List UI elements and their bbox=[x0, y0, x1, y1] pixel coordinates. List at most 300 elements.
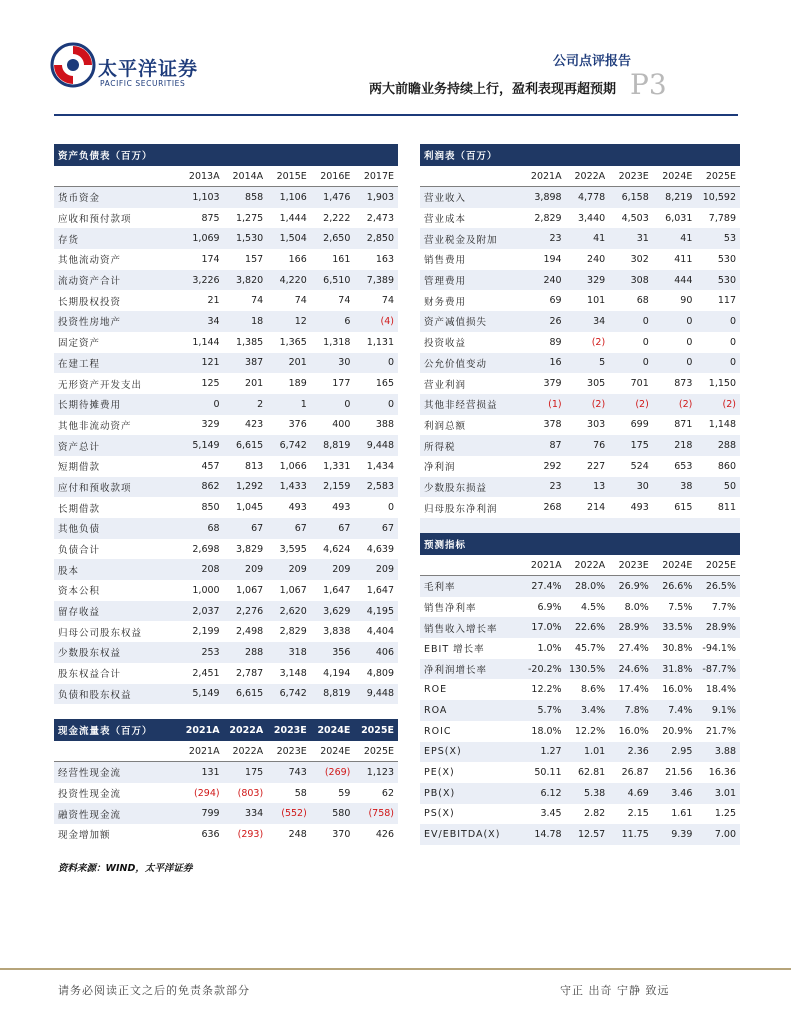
value-cell: 4,778 bbox=[566, 187, 610, 208]
value-cell: 1,067 bbox=[279, 584, 307, 596]
row-label: PE(X) bbox=[424, 767, 455, 779]
value-cell: 189 bbox=[288, 378, 307, 390]
value-cell: -20.2% bbox=[522, 659, 566, 680]
year-header-cell: 2024E bbox=[653, 166, 697, 187]
value-cell: 5.7% bbox=[522, 700, 566, 721]
table-row bbox=[420, 270, 740, 291]
year-header-cell: 2022A bbox=[566, 166, 610, 187]
report-type-label: 公司点评报告 bbox=[552, 54, 631, 69]
value-cell: 2,698 bbox=[192, 543, 220, 555]
table-header-banner bbox=[54, 719, 398, 741]
table-header-banner bbox=[420, 144, 740, 166]
value-cell: 423 bbox=[245, 419, 264, 431]
row-label: 股东权益合计 bbox=[58, 669, 122, 681]
value-cell: 699 bbox=[630, 419, 649, 431]
table-row bbox=[420, 497, 740, 518]
value-cell: 1.25 bbox=[714, 808, 736, 820]
value-cell: 3,148 bbox=[279, 667, 307, 679]
table-row bbox=[54, 456, 398, 477]
value-cell: 636 bbox=[201, 828, 220, 840]
row-label: 固定资产 bbox=[58, 338, 101, 350]
value-cell: 0 bbox=[696, 311, 740, 332]
year-header-cell: 2021A bbox=[522, 555, 566, 576]
value-cell: 379 bbox=[543, 378, 562, 390]
value-cell: 161 bbox=[332, 253, 351, 265]
report-title: 两大前瞻业务持续上行，盈利表现再超预期 bbox=[368, 82, 616, 97]
value-cell: 8.0% bbox=[624, 601, 649, 613]
value-cell: 163 bbox=[375, 253, 394, 265]
row-label: 其他负债 bbox=[54, 518, 180, 539]
table-row bbox=[54, 539, 398, 560]
table-row bbox=[54, 621, 398, 642]
value-cell: 2,583 bbox=[354, 477, 398, 498]
value-cell: 0 bbox=[686, 336, 693, 348]
value-cell: 5.38 bbox=[566, 783, 610, 804]
year-header-row bbox=[420, 555, 740, 576]
value-cell: 74 bbox=[251, 295, 264, 307]
row-label: 股本 bbox=[54, 559, 180, 580]
value-cell: (269) bbox=[311, 762, 355, 783]
value-cell: 0 bbox=[642, 336, 649, 348]
value-cell: 30 bbox=[609, 477, 653, 498]
value-cell: 53 bbox=[696, 228, 740, 249]
value-cell: 9.1% bbox=[696, 700, 740, 721]
value-cell: 2,159 bbox=[311, 477, 355, 498]
year-header-cell: 2022A bbox=[224, 741, 268, 762]
value-cell: 493 bbox=[630, 502, 649, 514]
value-cell: 27.4% bbox=[522, 576, 566, 597]
banner-year-cell bbox=[653, 144, 697, 166]
value-cell: 14.78 bbox=[522, 824, 566, 845]
year-header-cell: 2021A bbox=[180, 741, 224, 762]
value-cell: 28.9% bbox=[609, 617, 653, 638]
table-title: 现金流量表（百万） bbox=[54, 719, 180, 741]
value-cell: 74 bbox=[381, 295, 394, 307]
row-label: 销售净利率 bbox=[424, 603, 477, 615]
value-cell: 22.6% bbox=[566, 617, 610, 638]
value-cell: 0 bbox=[609, 353, 653, 374]
banner-year-cell bbox=[522, 533, 566, 555]
row-label: EPS(X) bbox=[420, 742, 522, 763]
row-label: PB(X) bbox=[420, 783, 522, 804]
value-cell: 6,615 bbox=[224, 684, 268, 705]
table-row bbox=[54, 290, 398, 311]
value-cell: 13 bbox=[566, 477, 610, 498]
year-header-cell: 2023E bbox=[267, 741, 311, 762]
table-row bbox=[54, 762, 398, 783]
year-header-spacer bbox=[54, 166, 180, 187]
value-cell: 1,385 bbox=[235, 336, 264, 348]
value-cell: 288 bbox=[224, 642, 268, 663]
value-cell: 1 bbox=[267, 394, 311, 415]
year-header-cell: 2025E bbox=[696, 166, 740, 187]
value-cell: 33.5% bbox=[653, 617, 697, 638]
banner-year-cell bbox=[609, 144, 653, 166]
value-cell: 253 bbox=[180, 642, 224, 663]
value-cell: 23 bbox=[522, 228, 566, 249]
value-cell: 175 bbox=[609, 435, 653, 456]
value-cell: 5,149 bbox=[180, 684, 224, 705]
value-cell: 12.2% bbox=[531, 684, 562, 696]
value-cell: 6.9% bbox=[537, 601, 562, 613]
value-cell: 1,066 bbox=[279, 460, 307, 472]
value-cell: 3,629 bbox=[311, 601, 355, 622]
value-cell: 2,276 bbox=[224, 601, 268, 622]
year-header-cell: 2017E bbox=[354, 166, 398, 187]
row-label: 在建工程 bbox=[54, 353, 180, 374]
value-cell: 444 bbox=[653, 270, 697, 291]
table-row bbox=[420, 617, 740, 638]
value-cell: 1,148 bbox=[708, 419, 736, 431]
value-cell: 334 bbox=[224, 803, 268, 824]
banner-year-cell bbox=[267, 144, 311, 166]
value-cell: 2,451 bbox=[192, 667, 220, 679]
value-cell: 860 bbox=[717, 460, 736, 472]
value-cell: 524 bbox=[630, 460, 649, 472]
year-header-cell: 2013A bbox=[180, 166, 224, 187]
value-cell: 21.7% bbox=[705, 725, 736, 737]
value-cell: (2) bbox=[653, 394, 697, 415]
value-cell: 0 bbox=[696, 353, 740, 374]
balance-sheet-table bbox=[54, 144, 398, 704]
value-cell: 0 bbox=[387, 502, 394, 514]
row-label: 存货 bbox=[54, 228, 180, 249]
value-cell: 1,903 bbox=[354, 187, 398, 208]
value-cell: 4,624 bbox=[323, 543, 351, 555]
year-header-cell: 2023E bbox=[609, 166, 653, 187]
table-row bbox=[420, 415, 740, 436]
table-row bbox=[420, 394, 740, 415]
value-cell: 0 bbox=[180, 394, 224, 415]
value-cell: 850 bbox=[201, 502, 220, 514]
value-cell: 17.0% bbox=[522, 617, 566, 638]
row-label: 归母公司股东权益 bbox=[58, 627, 143, 639]
year-header-spacer bbox=[420, 555, 522, 576]
value-cell: 4,503 bbox=[621, 212, 649, 224]
value-cell: 1,106 bbox=[267, 187, 311, 208]
banner-year-cell bbox=[696, 533, 740, 555]
value-cell: 3.88 bbox=[696, 742, 740, 763]
value-cell: 3.4% bbox=[566, 700, 610, 721]
table-row bbox=[420, 249, 740, 270]
value-cell: 2,829 bbox=[279, 626, 307, 638]
value-cell: 308 bbox=[609, 270, 653, 291]
income-statement-table bbox=[420, 144, 740, 539]
value-cell: 68 bbox=[636, 295, 649, 307]
value-cell: 457 bbox=[201, 460, 220, 472]
value-cell: 59 bbox=[338, 787, 351, 799]
value-cell: 1,530 bbox=[224, 228, 268, 249]
value-cell: 9,448 bbox=[354, 684, 398, 705]
value-cell: 1,647 bbox=[366, 584, 394, 596]
value-cell: 1.0% bbox=[537, 642, 562, 654]
value-cell: 26.6% bbox=[653, 576, 697, 597]
value-cell: 1,144 bbox=[192, 336, 220, 348]
row-label: 净利润增长率 bbox=[420, 659, 522, 680]
table-row bbox=[420, 679, 740, 700]
value-cell: 201 bbox=[267, 353, 311, 374]
value-cell: 1,365 bbox=[279, 336, 307, 348]
table-row bbox=[420, 721, 740, 742]
value-cell: 1,318 bbox=[323, 336, 351, 348]
value-cell: 26.5% bbox=[696, 576, 740, 597]
table-row bbox=[54, 559, 398, 580]
value-cell: 76 bbox=[566, 435, 610, 456]
value-cell: 209 bbox=[311, 559, 355, 580]
row-label: 少数股东权益 bbox=[54, 642, 180, 663]
value-cell: 17.4% bbox=[618, 684, 649, 696]
value-cell: (552) bbox=[267, 803, 311, 824]
year-header-row bbox=[54, 741, 398, 762]
value-cell: 16 bbox=[522, 353, 566, 374]
value-cell: 7.8% bbox=[609, 700, 653, 721]
value-cell: (293) bbox=[237, 828, 264, 840]
value-cell: 209 bbox=[224, 559, 268, 580]
header-divider bbox=[54, 114, 738, 116]
value-cell: 1,444 bbox=[279, 212, 307, 224]
table-row bbox=[420, 311, 740, 332]
value-cell: (4) bbox=[354, 311, 398, 332]
value-cell: 130.5% bbox=[566, 659, 610, 680]
value-cell: 1,000 bbox=[192, 584, 220, 596]
value-cell: 615 bbox=[674, 502, 693, 514]
value-cell: 117 bbox=[717, 295, 736, 307]
table-row bbox=[54, 601, 398, 622]
value-cell: 6,158 bbox=[609, 187, 653, 208]
value-cell: (2) bbox=[696, 394, 740, 415]
value-cell: 34 bbox=[180, 311, 224, 332]
value-cell: 1,647 bbox=[323, 584, 351, 596]
table-row bbox=[420, 208, 740, 229]
row-label: 归母股东净利润 bbox=[424, 503, 498, 515]
row-label: 无形资产开发支出 bbox=[58, 379, 143, 391]
row-label: 负债合计 bbox=[58, 545, 101, 557]
value-cell: 4,195 bbox=[354, 601, 398, 622]
value-cell: 6,742 bbox=[267, 435, 311, 456]
year-header-row bbox=[54, 166, 398, 187]
value-cell: 5 bbox=[566, 353, 610, 374]
value-cell: 21.56 bbox=[665, 767, 693, 779]
table-row bbox=[54, 228, 398, 249]
value-cell: 20.9% bbox=[662, 725, 693, 737]
table-row bbox=[420, 700, 740, 721]
value-cell: 34 bbox=[566, 311, 610, 332]
value-cell: 209 bbox=[354, 559, 398, 580]
value-cell: 2.82 bbox=[584, 808, 606, 820]
value-cell: 7,389 bbox=[354, 270, 398, 291]
value-cell: 209 bbox=[267, 559, 311, 580]
table-row bbox=[54, 311, 398, 332]
banner-year-cell bbox=[224, 144, 268, 166]
table-row bbox=[420, 456, 740, 477]
value-cell: 16.0% bbox=[618, 725, 649, 737]
value-cell: 1,150 bbox=[708, 378, 736, 390]
value-cell: 2,498 bbox=[235, 626, 264, 638]
year-header-spacer bbox=[54, 741, 180, 762]
row-label: 长期股权投资 bbox=[58, 296, 122, 308]
table-row bbox=[420, 824, 740, 845]
value-cell: 6.12 bbox=[522, 783, 566, 804]
row-label: 营业收入 bbox=[420, 187, 522, 208]
table-row bbox=[54, 435, 398, 456]
value-cell: 4,194 bbox=[323, 667, 351, 679]
row-label: 销售收入增长率 bbox=[420, 617, 522, 638]
row-label: EV/EBITDA(X) bbox=[420, 824, 522, 845]
value-cell: 305 bbox=[587, 378, 606, 390]
value-cell: 1,292 bbox=[224, 477, 268, 498]
value-cell: 62.81 bbox=[577, 767, 606, 779]
table-row bbox=[54, 580, 398, 601]
value-cell: -94.1% bbox=[702, 642, 736, 654]
row-label: 长期待摊费用 bbox=[54, 394, 180, 415]
value-cell: (1) bbox=[522, 394, 566, 415]
value-cell: 67 bbox=[354, 518, 398, 539]
value-cell: 813 bbox=[245, 460, 264, 472]
value-cell: 2,473 bbox=[366, 212, 394, 224]
value-cell: 23 bbox=[522, 477, 566, 498]
value-cell: 2,787 bbox=[235, 667, 264, 679]
value-cell: (2) bbox=[566, 394, 610, 415]
year-header-cell: 2014A bbox=[224, 166, 268, 187]
value-cell: 2.36 bbox=[609, 742, 653, 763]
value-cell: 3.46 bbox=[653, 783, 697, 804]
table-row bbox=[420, 228, 740, 249]
value-cell: 0 bbox=[354, 394, 398, 415]
value-cell: 329 bbox=[201, 419, 220, 431]
year-header-cell: 2024E bbox=[653, 555, 697, 576]
value-cell: 90 bbox=[680, 295, 693, 307]
table-row bbox=[420, 353, 740, 374]
value-cell: 1,103 bbox=[180, 187, 224, 208]
banner-year-cell bbox=[696, 144, 740, 166]
table-row bbox=[420, 576, 740, 597]
row-label: 长期借款 bbox=[58, 503, 101, 515]
value-cell: 2,829 bbox=[534, 212, 562, 224]
value-cell: 3.45 bbox=[540, 808, 562, 820]
row-label: 留存收益 bbox=[54, 601, 180, 622]
value-cell: 45.7% bbox=[575, 642, 606, 654]
value-cell: 11.75 bbox=[609, 824, 653, 845]
value-cell: 0 bbox=[653, 311, 697, 332]
value-cell: 67 bbox=[224, 518, 268, 539]
footer-divider bbox=[0, 968, 791, 970]
value-cell: 38 bbox=[653, 477, 697, 498]
company-logo bbox=[50, 42, 210, 102]
value-cell: 18.0% bbox=[531, 725, 562, 737]
value-cell: 303 bbox=[587, 419, 606, 431]
value-cell: 208 bbox=[180, 559, 224, 580]
value-cell: 2,850 bbox=[354, 228, 398, 249]
value-cell: 28.0% bbox=[566, 576, 610, 597]
table-row bbox=[54, 332, 398, 353]
row-label: 投资性现金流 bbox=[58, 789, 122, 801]
value-cell: 1.27 bbox=[522, 742, 566, 763]
value-cell: 194 bbox=[543, 253, 562, 265]
value-cell: 2,037 bbox=[180, 601, 224, 622]
value-cell: 1,433 bbox=[267, 477, 311, 498]
value-cell: 218 bbox=[653, 435, 697, 456]
row-label: ROIC bbox=[424, 725, 452, 737]
table-row bbox=[54, 824, 398, 845]
row-label: 其他非经营损益 bbox=[420, 394, 522, 415]
value-cell: 28.9% bbox=[696, 617, 740, 638]
value-cell: 7.7% bbox=[711, 601, 736, 613]
data-source-note: 资料来源：WIND，太平洋证券 bbox=[58, 863, 193, 874]
value-cell: 10,592 bbox=[696, 187, 740, 208]
value-cell: 701 bbox=[630, 378, 649, 390]
table-row bbox=[54, 497, 398, 518]
year-header-cell: 2023E bbox=[609, 555, 653, 576]
value-cell: 16.36 bbox=[708, 767, 736, 779]
banner-year-cell bbox=[180, 144, 224, 166]
row-label: 毛利率 bbox=[420, 576, 522, 597]
value-cell: 248 bbox=[288, 828, 307, 840]
value-cell: 873 bbox=[674, 378, 693, 390]
table-row bbox=[54, 187, 398, 208]
value-cell: 26.87 bbox=[621, 767, 649, 779]
value-cell: 3,595 bbox=[279, 543, 307, 555]
table-header-banner bbox=[54, 144, 398, 166]
value-cell: 21 bbox=[207, 295, 220, 307]
value-cell: 799 bbox=[180, 803, 224, 824]
row-label: 资产总计 bbox=[54, 435, 180, 456]
value-cell: 26.9% bbox=[609, 576, 653, 597]
value-cell: 27.4% bbox=[618, 642, 649, 654]
banner-year-cell bbox=[354, 144, 398, 166]
value-cell: 12 bbox=[267, 311, 311, 332]
table-row bbox=[420, 659, 740, 680]
logo-english-name: PACIFIC SECURITIES bbox=[100, 79, 186, 88]
value-cell: 871 bbox=[674, 419, 693, 431]
row-label: 营业税金及附加 bbox=[420, 228, 522, 249]
disclaimer-note: 请务必阅读正文之后的免责条款部分 bbox=[58, 984, 250, 997]
value-cell: 4,809 bbox=[366, 667, 394, 679]
value-cell: 370 bbox=[332, 828, 351, 840]
year-header-row bbox=[420, 166, 740, 187]
value-cell: 16.0% bbox=[662, 684, 693, 696]
value-cell: 1,123 bbox=[354, 762, 398, 783]
value-cell: 4.5% bbox=[581, 601, 606, 613]
value-cell: 580 bbox=[311, 803, 355, 824]
value-cell: 157 bbox=[245, 253, 264, 265]
row-label: 应付和预收款项 bbox=[54, 477, 180, 498]
row-label: ROA bbox=[420, 700, 522, 721]
value-cell: 89 bbox=[549, 336, 562, 348]
table-row bbox=[420, 373, 740, 394]
value-cell: (803) bbox=[237, 787, 264, 799]
value-cell: 69 bbox=[549, 295, 562, 307]
value-cell: 18.4% bbox=[705, 684, 736, 696]
value-cell: 12.57 bbox=[566, 824, 610, 845]
value-cell: 3,440 bbox=[577, 212, 606, 224]
table-row bbox=[54, 684, 398, 705]
value-cell: 8,819 bbox=[311, 435, 355, 456]
year-header-cell: 2016E bbox=[311, 166, 355, 187]
row-label: 融资性现金流 bbox=[54, 803, 180, 824]
banner-year-cell bbox=[609, 533, 653, 555]
value-cell: 875 bbox=[201, 212, 220, 224]
value-cell: 50 bbox=[696, 477, 740, 498]
row-label: 公允价值变动 bbox=[420, 353, 522, 374]
value-cell: 530 bbox=[717, 253, 736, 265]
row-label: 资本公积 bbox=[58, 586, 101, 598]
table-row bbox=[420, 804, 740, 825]
value-cell: 0 bbox=[729, 336, 736, 348]
table-row bbox=[54, 208, 398, 229]
value-cell: 292 bbox=[543, 460, 562, 472]
value-cell: 62 bbox=[381, 787, 394, 799]
value-cell: 329 bbox=[566, 270, 610, 291]
